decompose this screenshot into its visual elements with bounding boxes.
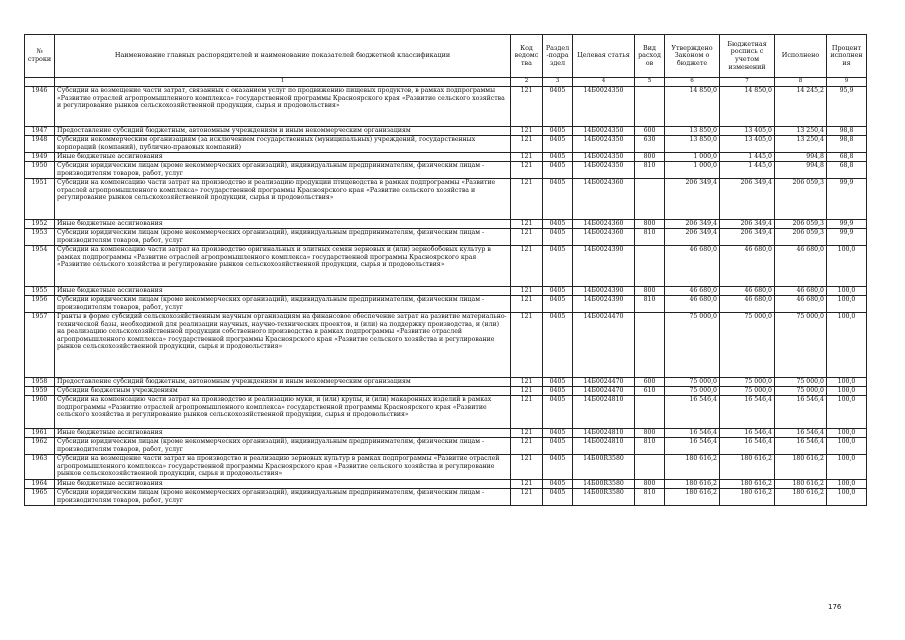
row-vid: 800 — [635, 153, 665, 162]
row-target: 14Б0024810 — [573, 438, 635, 455]
row-number: 1957 — [25, 313, 55, 378]
column-number — [25, 78, 55, 87]
row-razdel: 0405 — [543, 220, 573, 229]
row-percent: 98,8 — [827, 136, 867, 153]
row-approved: 180 616,2 — [665, 480, 720, 489]
row-name: Субсидии юридическим лицам (кроме некоммерческих организаций), индивидуальным предпринимателям, физическим лицам - производителям товаров, работ, услуг — [55, 162, 511, 179]
row-razdel: 0405 — [543, 480, 573, 489]
row-rospis: 75 000,0 — [720, 387, 775, 396]
row-percent: 100,0 — [827, 455, 867, 480]
row-target: 14Б0024350 — [573, 162, 635, 179]
table-row — [25, 179, 867, 220]
row-rospis: 14 850,0 — [720, 87, 775, 127]
row-number: 1955 — [25, 287, 55, 296]
row-target: 14Б0024360 — [573, 229, 635, 246]
table-row — [25, 438, 867, 455]
row-executed: 46 680,0 — [775, 246, 827, 287]
table-row — [25, 378, 867, 387]
row-rospis: 180 616,2 — [720, 455, 775, 480]
table-row — [25, 246, 867, 287]
row-target: 14Б0024810 — [573, 396, 635, 429]
row-name: Субсидии юридическим лицам (кроме некоммерческих организаций), индивидуальным предпринимателям, физическим лицам - производителям товаров, работ, услуг — [55, 489, 511, 506]
header-row-no: № строки — [25, 35, 55, 78]
row-vid — [635, 179, 665, 220]
table-row — [25, 220, 867, 229]
row-ved: 121 — [511, 246, 543, 287]
row-percent: 100,0 — [827, 429, 867, 438]
column-number: 2 — [511, 78, 543, 87]
row-name: Субсидии юридическим лицам (кроме некоммерческих организаций), индивидуальным предпринимателям, физическим лицам - производителям товаров, работ, услуг — [55, 229, 511, 246]
row-target: 14Б0024350 — [573, 127, 635, 136]
header-vid: Вид расходов — [635, 35, 665, 78]
row-approved: 75 000,0 — [665, 378, 720, 387]
row-ved: 121 — [511, 489, 543, 506]
row-target: 14Б0024810 — [573, 429, 635, 438]
row-rospis: 16 546,4 — [720, 396, 775, 429]
table-row — [25, 455, 867, 480]
row-ved: 121 — [511, 296, 543, 313]
row-razdel: 0405 — [543, 396, 573, 429]
row-approved: 180 616,2 — [665, 489, 720, 506]
row-executed: 14 245,2 — [775, 87, 827, 127]
table-row — [25, 489, 867, 506]
row-name: Субсидии на компенсацию части затрат на производство и реализацию продукции птицеводства в рамках подпрограммы «Развитие отраслей агропромышленного комплекса» государственной программы Красноярского края «Развитие сельского хозяйства и регулирование рынков сельскохозяйственной продукции, сырья и продовольствия» — [55, 179, 511, 220]
table-row — [25, 313, 867, 378]
row-number: 1948 — [25, 136, 55, 153]
row-razdel: 0405 — [543, 127, 573, 136]
row-vid: 630 — [635, 136, 665, 153]
row-executed: 75 000,0 — [775, 378, 827, 387]
table-row — [25, 480, 867, 489]
row-percent: 68,8 — [827, 162, 867, 179]
row-target: 14Б00R3580 — [573, 480, 635, 489]
row-percent: 68,8 — [827, 153, 867, 162]
row-razdel: 0405 — [543, 387, 573, 396]
column-number: 9 — [827, 78, 867, 87]
row-razdel: 0405 — [543, 489, 573, 506]
row-ved: 121 — [511, 127, 543, 136]
row-target: 14Б0024390 — [573, 296, 635, 313]
header-row — [25, 35, 867, 78]
row-percent: 98,8 — [827, 127, 867, 136]
column-number: 3 — [543, 78, 573, 87]
row-number: 1962 — [25, 438, 55, 455]
row-vid — [635, 455, 665, 480]
column-number: 6 — [665, 78, 720, 87]
row-percent: 100,0 — [827, 396, 867, 429]
row-approved: 75 000,0 — [665, 313, 720, 378]
row-vid: 800 — [635, 429, 665, 438]
row-approved: 46 680,0 — [665, 287, 720, 296]
header-target: Целевая статья — [573, 35, 635, 78]
row-approved: 14 850,0 — [665, 87, 720, 127]
column-number: 8 — [775, 78, 827, 87]
row-target: 14Б0024470 — [573, 387, 635, 396]
table-row — [25, 127, 867, 136]
row-vid: 810 — [635, 162, 665, 179]
row-percent: 95,9 — [827, 87, 867, 127]
row-razdel: 0405 — [543, 153, 573, 162]
row-ved: 121 — [511, 229, 543, 246]
row-executed: 16 546,4 — [775, 396, 827, 429]
row-rospis: 46 680,0 — [720, 287, 775, 296]
header-percent: Процент исполнения — [827, 35, 867, 78]
row-vid: 610 — [635, 387, 665, 396]
table-row — [25, 162, 867, 179]
row-number: 1956 — [25, 296, 55, 313]
row-percent: 99,9 — [827, 179, 867, 220]
row-name: Предоставление субсидий бюджетным, автономным учреждениям и иным некоммерческим организациям — [55, 378, 511, 387]
row-rospis: 75 000,0 — [720, 378, 775, 387]
row-number: 1963 — [25, 455, 55, 480]
row-number: 1958 — [25, 378, 55, 387]
row-approved: 1 000,0 — [665, 153, 720, 162]
table-row — [25, 87, 867, 127]
row-ved: 121 — [511, 387, 543, 396]
row-ved: 121 — [511, 378, 543, 387]
row-ved: 121 — [511, 136, 543, 153]
row-rospis: 206 349,4 — [720, 220, 775, 229]
row-ved: 121 — [511, 438, 543, 455]
row-rospis: 46 680,0 — [720, 246, 775, 287]
row-executed: 13 250,4 — [775, 136, 827, 153]
header-name: Наименование главных распорядителей и наименование показателей бюджетной классификации — [55, 35, 511, 78]
row-approved: 13 850,0 — [665, 127, 720, 136]
row-number: 1954 — [25, 246, 55, 287]
row-vid — [635, 396, 665, 429]
row-percent: 100,0 — [827, 313, 867, 378]
row-number: 1949 — [25, 153, 55, 162]
column-number: 1 — [55, 78, 511, 87]
row-approved: 46 680,0 — [665, 246, 720, 287]
row-target: 14Б0024390 — [573, 287, 635, 296]
row-rospis: 13 405,0 — [720, 136, 775, 153]
table-row — [25, 429, 867, 438]
column-numbers-row — [25, 78, 867, 87]
row-target: 14Б0024360 — [573, 179, 635, 220]
header-executed: Исполнено — [775, 35, 827, 78]
row-number: 1964 — [25, 480, 55, 489]
column-number: 4 — [573, 78, 635, 87]
row-rospis: 180 616,2 — [720, 480, 775, 489]
page-number: 176 — [828, 603, 842, 611]
row-razdel: 0405 — [543, 136, 573, 153]
row-name: Иные бюджетные ассигнования — [55, 153, 511, 162]
row-razdel: 0405 — [543, 429, 573, 438]
row-rospis: 75 000,0 — [720, 313, 775, 378]
row-percent: 100,0 — [827, 387, 867, 396]
row-razdel: 0405 — [543, 296, 573, 313]
row-ved: 121 — [511, 162, 543, 179]
row-executed: 180 616,2 — [775, 455, 827, 480]
row-executed: 206 059,3 — [775, 179, 827, 220]
row-number: 1965 — [25, 489, 55, 506]
row-name: Иные бюджетные ассигнования — [55, 220, 511, 229]
row-executed: 206 059,3 — [775, 220, 827, 229]
table-row — [25, 387, 867, 396]
row-razdel: 0405 — [543, 179, 573, 220]
row-rospis: 1 445,0 — [720, 162, 775, 179]
row-target: 14Б0024390 — [573, 246, 635, 287]
row-vid: 600 — [635, 127, 665, 136]
row-number: 1960 — [25, 396, 55, 429]
row-rospis: 16 546,4 — [720, 438, 775, 455]
row-razdel: 0405 — [543, 378, 573, 387]
header-razdel: Раздел-подраздел — [543, 35, 573, 78]
row-vid — [635, 313, 665, 378]
row-number: 1952 — [25, 220, 55, 229]
row-target: 14Б00R3580 — [573, 455, 635, 480]
row-executed: 994,8 — [775, 162, 827, 179]
table-body — [25, 87, 867, 506]
row-ved: 121 — [511, 153, 543, 162]
row-approved: 13 850,0 — [665, 136, 720, 153]
row-percent: 100,0 — [827, 438, 867, 455]
row-executed: 994,8 — [775, 153, 827, 162]
row-vid — [635, 246, 665, 287]
row-rospis: 206 349,4 — [720, 229, 775, 246]
row-name: Субсидии на возмещение части затрат, связанных с оказанием услуг по продвижению пищевых продуктов, в рамках подпрограммы «Развитие отраслей агропромышленного комплекса» государственной программы Красноярского края «Развитие сельского хозяйства и регулирование рынков сельскохозяйственной продукции, сырья и продовольствия» — [55, 87, 511, 127]
row-ved: 121 — [511, 179, 543, 220]
header-approved: Утверждено Законом о бюджете — [665, 35, 720, 78]
row-name: Субсидии бюджетным учреждениям — [55, 387, 511, 396]
row-name: Гранты в форме субсидий сельскохозяйственным научным организациям на финансовое обеспечение затрат на развитие материально-технической базы, необходимой для реализации научных, научно-технических проектов, и (или) на поддержку производства, и (или) на реализацию сельскохозяйственной продукции собственного производства в рамках подпрограммы «Развитие отраслей агропромышленного комплекса» государственной программы Красноярского края «Развитие сельского хозяйства и регулирование рынков сельскохозяйственной продукции, сырья и продовольствия» — [55, 313, 511, 378]
row-vid: 600 — [635, 378, 665, 387]
row-rospis: 13 405,0 — [720, 127, 775, 136]
row-executed: 13 250,4 — [775, 127, 827, 136]
row-name: Субсидии на компенсацию части затрат на производство и реализацию муки, и (или) крупы, и (или) макаронных изделий в рамках подпрограммы «Развитие отраслей агропромышленного комплекса» государственной программы Красноярского края «Развитие сельского хозяйства и регулирование рынков сельскохозяйственной продукции, сырья и продовольствия» — [55, 396, 511, 429]
row-razdel: 0405 — [543, 438, 573, 455]
row-razdel: 0405 — [543, 287, 573, 296]
row-approved: 75 000,0 — [665, 387, 720, 396]
row-executed: 206 059,3 — [775, 229, 827, 246]
row-executed: 180 616,2 — [775, 489, 827, 506]
row-vid: 800 — [635, 287, 665, 296]
row-executed: 46 680,0 — [775, 296, 827, 313]
row-vid: 810 — [635, 438, 665, 455]
row-name: Иные бюджетные ассигнования — [55, 287, 511, 296]
row-number: 1959 — [25, 387, 55, 396]
row-ved: 121 — [511, 313, 543, 378]
row-rospis: 46 680,0 — [720, 296, 775, 313]
row-vid: 800 — [635, 480, 665, 489]
row-number: 1946 — [25, 87, 55, 127]
row-approved: 16 546,4 — [665, 438, 720, 455]
row-number: 1947 — [25, 127, 55, 136]
row-vid: 810 — [635, 489, 665, 506]
row-name: Субсидии на возмещение части затрат на производство и реализацию зерновых культур в рамках подпрограммы «Развитие отраслей агропромышленного комплекса» государственной программы Красноярского края «Развитие сельского хозяйства и регулирование рынков сельскохозяйственной продукции, сырья и продовольствия» — [55, 455, 511, 480]
row-percent: 100,0 — [827, 480, 867, 489]
table-row — [25, 396, 867, 429]
row-number: 1961 — [25, 429, 55, 438]
row-name: Субсидии на компенсацию части затрат на производство оригинальных и элитных семян зерновых и (или) зернобобовых культур в рамках подпрограммы «Развитие отраслей агропромышленного комплекса» государственной программы Красноярского края «Развитие сельского хозяйства и регулирование рынков сельскохозяйственной продукции, сырья и продовольствия» — [55, 246, 511, 287]
column-number: 5 — [635, 78, 665, 87]
row-executed: 180 616,2 — [775, 480, 827, 489]
row-executed: 75 000,0 — [775, 313, 827, 378]
row-ved: 121 — [511, 220, 543, 229]
column-number: 7 — [720, 78, 775, 87]
row-razdel: 0405 — [543, 229, 573, 246]
row-ved: 121 — [511, 480, 543, 489]
row-vid: 810 — [635, 296, 665, 313]
row-rospis: 180 616,2 — [720, 489, 775, 506]
table-row — [25, 229, 867, 246]
row-target: 14Б0024470 — [573, 378, 635, 387]
row-approved: 16 546,4 — [665, 396, 720, 429]
table-row — [25, 136, 867, 153]
row-name: Субсидии юридическим лицам (кроме некоммерческих организаций), индивидуальным предпринимателям, физическим лицам - производителям товаров, работ, услуг — [55, 438, 511, 455]
row-target: 14Б0024470 — [573, 313, 635, 378]
row-vid: 810 — [635, 229, 665, 246]
row-executed: 46 680,0 — [775, 287, 827, 296]
row-name: Предоставление субсидий бюджетным, автономным учреждениям и иным некоммерческим организациям — [55, 127, 511, 136]
row-executed: 75 000,0 — [775, 387, 827, 396]
row-razdel: 0405 — [543, 87, 573, 127]
row-target: 14Б0024350 — [573, 153, 635, 162]
row-number: 1953 — [25, 229, 55, 246]
row-target: 14Б00R3580 — [573, 489, 635, 506]
row-ved: 121 — [511, 429, 543, 438]
row-target: 14Б0024360 — [573, 220, 635, 229]
row-razdel: 0405 — [543, 455, 573, 480]
row-executed: 16 546,4 — [775, 429, 827, 438]
row-rospis: 206 349,4 — [720, 179, 775, 220]
row-percent: 100,0 — [827, 287, 867, 296]
budget-table — [24, 34, 867, 506]
row-percent: 99,9 — [827, 229, 867, 246]
row-name: Иные бюджетные ассигнования — [55, 480, 511, 489]
table-row — [25, 153, 867, 162]
row-target: 14Б0024350 — [573, 136, 635, 153]
row-percent: 100,0 — [827, 246, 867, 287]
row-percent: 100,0 — [827, 378, 867, 387]
row-razdel: 0405 — [543, 313, 573, 378]
table-row — [25, 296, 867, 313]
row-number: 1950 — [25, 162, 55, 179]
row-razdel: 0405 — [543, 162, 573, 179]
row-razdel: 0405 — [543, 246, 573, 287]
row-approved: 180 616,2 — [665, 455, 720, 480]
row-approved: 46 680,0 — [665, 296, 720, 313]
row-rospis: 1 445,0 — [720, 153, 775, 162]
row-target: 14Б0024350 — [573, 87, 635, 127]
row-percent: 99,9 — [827, 220, 867, 229]
row-vid: 800 — [635, 220, 665, 229]
header-rospis: Бюджетная роспись с учетом изменений — [720, 35, 775, 78]
row-approved: 16 546,4 — [665, 429, 720, 438]
header-ved: Код ведомства — [511, 35, 543, 78]
row-executed: 16 546,4 — [775, 438, 827, 455]
row-name: Иные бюджетные ассигнования — [55, 429, 511, 438]
row-rospis: 16 546,4 — [720, 429, 775, 438]
row-ved: 121 — [511, 455, 543, 480]
row-approved: 1 000,0 — [665, 162, 720, 179]
row-ved: 121 — [511, 287, 543, 296]
table-row — [25, 287, 867, 296]
row-ved: 121 — [511, 396, 543, 429]
row-number: 1951 — [25, 179, 55, 220]
row-ved: 121 — [511, 87, 543, 127]
row-approved: 206 349,4 — [665, 229, 720, 246]
row-percent: 100,0 — [827, 296, 867, 313]
row-approved: 206 349,4 — [665, 179, 720, 220]
row-vid — [635, 87, 665, 127]
row-name: Субсидии некоммерческим организациям (за исключением государственных (муниципальных) учреждений, государственных корпораций (компаний), публично-правовых компаний) — [55, 136, 511, 153]
row-percent: 100,0 — [827, 489, 867, 506]
row-name: Субсидии юридическим лицам (кроме некоммерческих организаций), индивидуальным предпринимателям, физическим лицам - производителям товаров, работ, услуг — [55, 296, 511, 313]
row-approved: 206 349,4 — [665, 220, 720, 229]
